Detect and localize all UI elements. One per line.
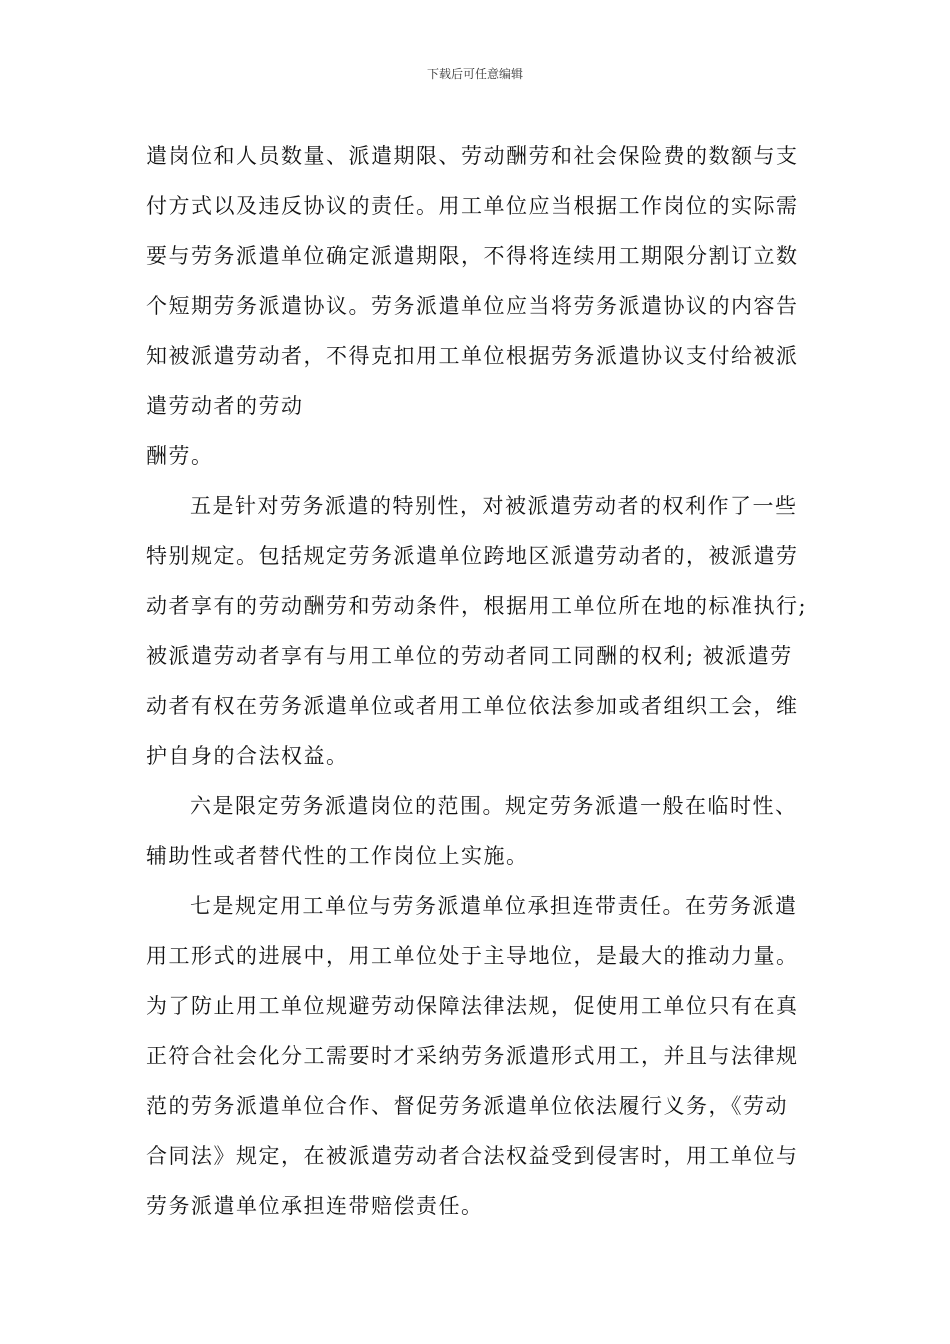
text-line: 五是针对劳务派遣的特别性，对被派遣劳动者的权利作了一些 xyxy=(190,494,798,518)
text-line: 六是限定劳务派遣岗位的范围。规定劳务派遣一般在临时性、 xyxy=(190,794,798,818)
text-line: 合同法》规定，在被派遣劳动者合法权益受到侵害时，用工单位与 xyxy=(146,1144,799,1168)
text-line: 酬劳。 xyxy=(146,444,214,468)
text-line: 辅助性或者替代性的工作岗位上实施。 xyxy=(146,844,529,868)
text-line: 七是规定用工单位与劳务派遣单位承担连带责任。在劳务派遣 xyxy=(190,894,798,918)
paragraph-3 xyxy=(146,781,798,881)
text-line: 个短期劳务派遣协议。劳务派遣单位应当将劳务派遣协议的内容告 xyxy=(146,294,799,318)
text-line: 用工形式的进展中，用工单位处于主导地位，是最大的推动力量。 xyxy=(146,944,799,968)
text-line: 劳务派遣单位承担连带赔偿责任。 xyxy=(146,1194,484,1218)
paragraph-2 xyxy=(146,481,808,781)
text-line: 特别规定。包括规定劳务派遣单位跨地区派遣劳动者的，被派遣劳 xyxy=(146,544,799,568)
text-line: 遣劳动者的劳动 xyxy=(146,394,304,418)
text-line: 范的劳务派遣单位合作、督促劳务派遣单位依法履行义务，《劳动 xyxy=(146,1094,788,1118)
page-header: 下载后可任意编辑 xyxy=(426,67,523,81)
text-line: 要与劳务派遣单位确定派遣期限，不得将连续用工期限分割订立数 xyxy=(146,244,799,268)
text-line: 遣岗位和人员数量、派遣期限、劳动酬劳和社会保险费的数额与支 xyxy=(146,144,799,168)
document-body xyxy=(146,131,808,1231)
text-line: 知被派遣劳动者，不得克扣用工单位根据劳务派遣协议支付给被派 xyxy=(146,344,799,368)
text-line: 被派遣劳动者享有与用工单位的劳动者同工同酬的权利; 被派遣劳 xyxy=(146,644,793,668)
text-line: 动者享有的劳动酬劳和劳动条件，根据用工单位所在地的标准执行; xyxy=(146,594,808,618)
text-line: 为了防止用工单位规避劳动保障法律法规，促使用工单位只有在真 xyxy=(146,994,799,1018)
text-line: 正符合社会化分工需要时才采纳劳务派遣形式用工，并且与法律规 xyxy=(146,1044,799,1068)
paragraph-4 xyxy=(146,881,798,1231)
text-line: 付方式以及违反协议的责任。用工单位应当根据工作岗位的实际需 xyxy=(146,194,799,218)
text-line: 动者有权在劳务派遣单位或者用工单位依法参加或者组织工会，维 xyxy=(146,694,799,718)
text-line: 护自身的合法权益。 xyxy=(146,744,349,768)
paragraph-1 xyxy=(146,131,798,481)
